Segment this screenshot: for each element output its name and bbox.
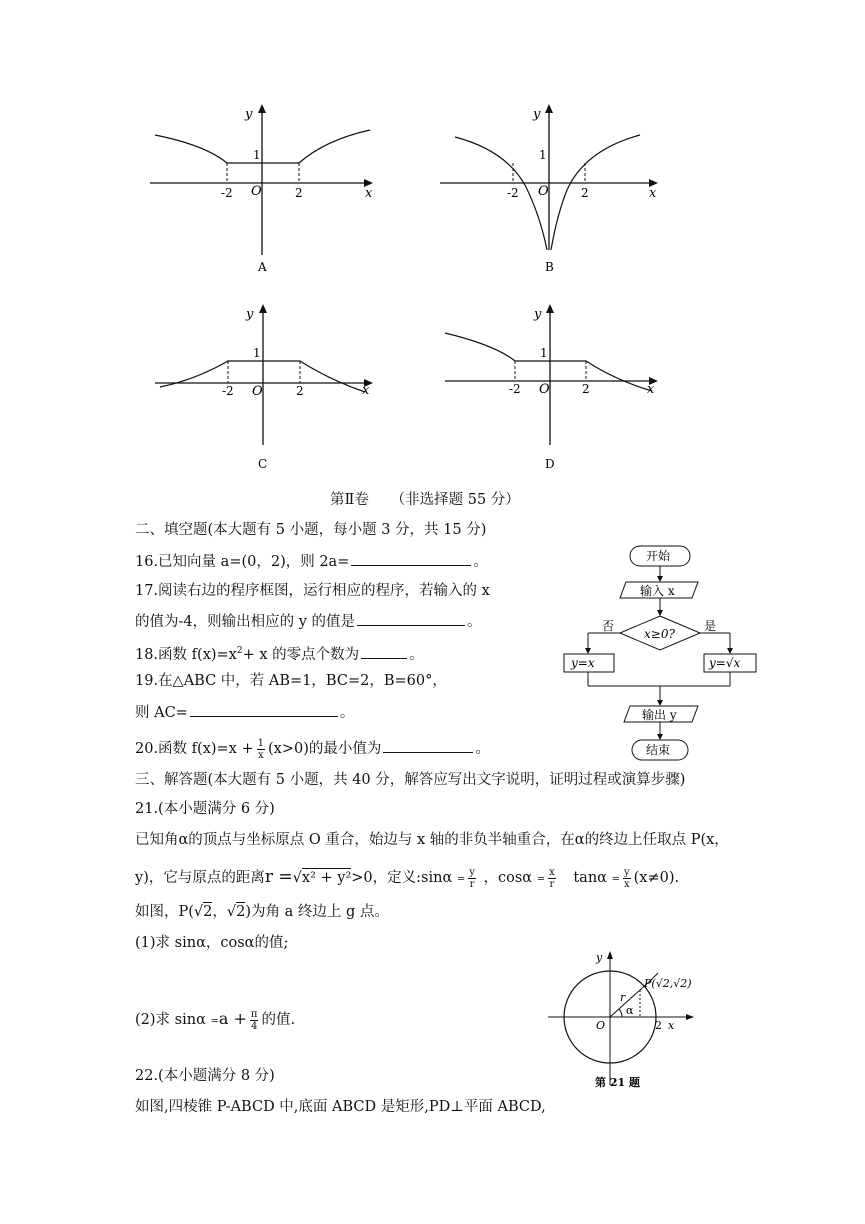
question-21-line2 [135,860,679,897]
question-21-title: 21.(本小题满分 6 分) [135,801,275,817]
tan-fraction: $\frac{y}{x}$ [623,866,630,890]
flow-no: 否 [602,619,615,633]
question-16 [135,551,488,572]
cos-fraction: $\frac{x}{r}$ [549,866,555,890]
flow-start: 开始 [646,549,671,563]
q20-end: 。 [475,741,490,757]
svg-text:y: y [533,107,541,122]
q21-radicand: x² + y² [301,870,352,886]
flowchart [558,540,773,768]
sqrt2-a: 2 [203,904,213,920]
sqrt-sign: √ [226,904,237,920]
q21-line2-a: y)，它与原点的距离 [135,870,265,886]
flow-right-assign: y=√x [709,656,741,670]
flow-yes: 是 [704,619,717,633]
q18-text-b: + x 的零点个数为 [242,646,360,663]
q21-sub2-a: (2)求 sinα [135,1012,206,1028]
q18-text-a: 18.函数 f(x)=x [135,646,237,663]
q16-text: 16.已知向量 a=(0，2)，则 2a= [135,554,350,570]
q21-line2-b: >0，定义:sinα [351,870,453,886]
fig-y: y [596,951,603,964]
q18-exponent: 2 [236,646,243,656]
svg-text:O: O [539,382,550,397]
svg-text:x: x [647,382,655,397]
graph-a [145,95,385,280]
q18-end: 。 [409,646,424,663]
sqrt-sign: √ [292,870,302,886]
svg-text:1: 1 [540,346,548,360]
svg-text:1: 1 [539,148,547,162]
question-21-line1: 已知角α的顶点与坐标原点 O 重合，始边与 x 轴的非负半轴重合，在α的终边上任取点 P(x， [135,832,729,848]
question-20 [135,734,490,764]
svg-text:2: 2 [582,382,590,396]
graph-c [150,295,390,475]
question-17-line1: 17.阅读右边的程序框图，运行相应的程序，若输入的 x [135,583,490,599]
svg-text:x: x [362,383,370,398]
answer-blank-18[interactable] [361,644,407,659]
cos-eq: = [536,874,546,885]
svg-text:2: 2 [581,186,589,200]
svg-text:C: C [258,457,268,471]
svg-text:y: y [534,307,542,322]
q17-text: 的值为-4，则输出相应的 y 的值是 [135,614,356,630]
svg-text:O: O [538,184,549,199]
sin-eq: = [456,874,466,885]
q17-end: 。 [467,614,482,630]
question-22-title: 22.(本小题满分 8 分) [135,1068,275,1084]
flow-end: 结束 [646,743,671,757]
q21-cos-label: ，cosα [483,870,533,886]
q21-line3-a: 如图，P( [135,904,194,920]
flow-condition: x≥0? [644,627,675,641]
answer-blank-17[interactable] [357,611,465,626]
q21-sub2-b: 的值. [261,1012,296,1028]
q16-end: 。 [473,554,488,570]
svg-text:-2: -2 [221,186,233,200]
fig-alpha: α [626,1004,634,1017]
svg-text:x: x [649,186,657,201]
tan-eq: = [611,874,620,885]
part3-heading: 三、解答题(本大题有 5 小题，共 40 分，解答应写出文字说明，证明过程或演算步骤) [135,772,686,788]
svg-text:2: 2 [296,384,304,398]
answer-blank-20[interactable] [383,738,473,753]
svg-text:-2: -2 [509,382,521,396]
answer-blank-16[interactable] [351,551,471,566]
fig-two: 2 [655,1019,662,1032]
svg-text:1: 1 [253,346,261,360]
svg-text:B: B [545,260,554,274]
question-19-line2 [135,702,354,723]
q21-r-eq: r = [264,867,293,887]
q21-tan-cond: (x≠0). [633,870,680,886]
svg-text:O: O [252,384,263,399]
svg-text:-2: -2 [222,384,234,398]
svg-text:2: 2 [295,186,303,200]
q21-line3-b: )为角 a 终边上 g 点。 [245,904,389,920]
question-22-line1: 如图,四棱锥 P-ABCD 中,底面 ABCD 是矩形,PD⊥平面 ABCD, [135,1099,546,1115]
svg-text:O: O [251,184,262,199]
sub2-eq: = [210,1016,219,1027]
question-21-line3 [135,902,389,922]
fig-caption: 第 21 题 [595,1076,640,1089]
q19-text: 则 AC= [135,705,188,721]
q21-line3-mid: ， [212,904,227,920]
fig-origin: O [596,1019,606,1032]
sqrt-sign: √ [193,904,204,920]
question-18 [135,641,424,665]
q20-text-a: 20.函数 f(x)=x + [135,741,254,757]
fig-r: r [620,991,626,1004]
svg-text:x: x [365,186,373,201]
svg-text:D: D [545,457,555,471]
question-21-sub1: (1)求 sinα，cosα的值; [135,935,289,951]
svg-text:-2: -2 [507,186,519,200]
graph-d [440,295,680,475]
section-title: 第Ⅱ卷 （非选择题 55 分） [330,492,520,508]
unit-circle-figure [540,945,720,1095]
flow-output: 输出 y [642,708,677,722]
question-21-sub2 [135,1002,295,1039]
svg-text:y: y [245,107,253,122]
part2-heading: 二、填空题(本大题有 5 小题，每小题 3 分，共 15 分) [135,522,487,538]
pi-fraction: $\frac{\pi}{4}$ [250,1008,258,1032]
svg-text:A: A [258,260,267,274]
sin-fraction: $\frac{y}{r}$ [469,866,475,890]
question-19-line1: 19.在△ABC 中，若 AB=1，BC=2，B=60°， [135,673,447,689]
question-17-line2 [135,611,482,632]
flow-left-assign: y=x [571,656,595,670]
flow-input: 输入 x [640,584,675,598]
svg-text:y: y [246,307,254,322]
fig-x: x [668,1019,675,1032]
svg-text:1: 1 [253,148,261,162]
q21-tan-label: tanα [573,870,607,886]
sqrt2-b: 2 [236,904,246,920]
graph-b [435,95,675,280]
answer-blank-19[interactable] [190,702,338,717]
q20-fraction: $\frac{1}{x}$ [257,737,264,761]
fig-point-p: P(√2,√2) [644,977,692,990]
q20-text-b: (x>0)的最小值为 [268,741,382,757]
q21-sub2-expr: a + [218,1009,247,1028]
q19-end: 。 [339,705,355,721]
